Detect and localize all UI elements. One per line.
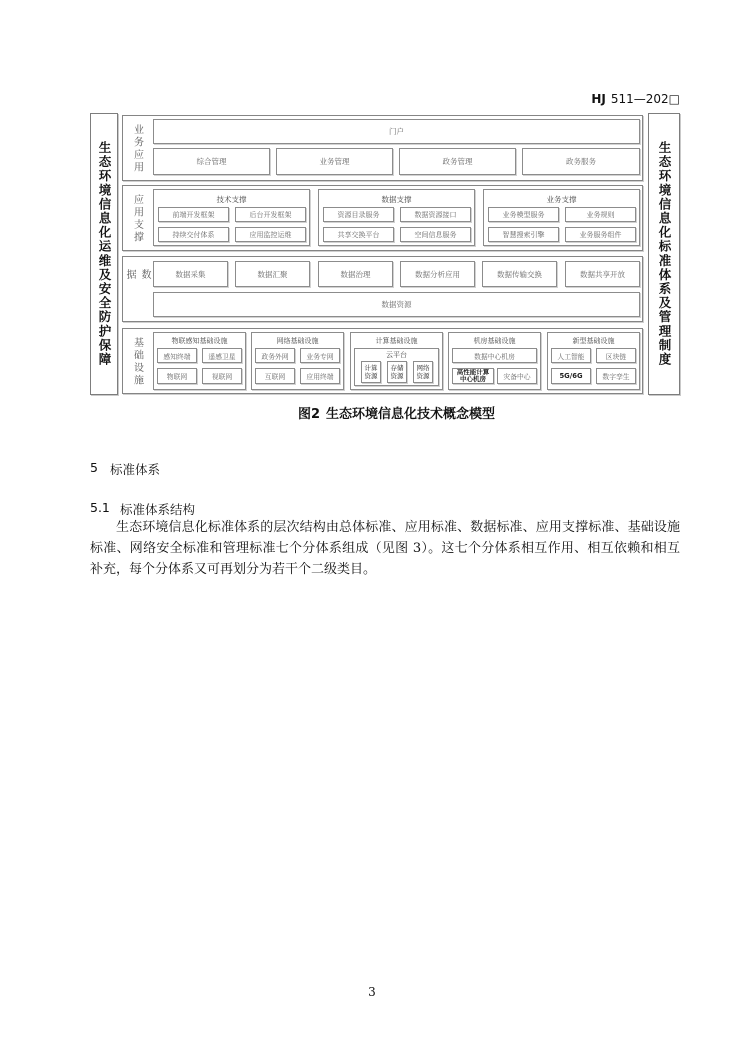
cloud-resource-item: 计算资源 xyxy=(361,361,381,383)
standard-code-number: 511—202□ xyxy=(610,92,680,106)
support-item: 应用监控运维 xyxy=(235,227,306,242)
support-item: 业务模型服务 xyxy=(488,207,559,222)
infrastructure-item: 物联网 xyxy=(157,368,197,384)
infrastructure-item: 5G/6G xyxy=(551,368,591,384)
subsection-heading xyxy=(90,500,196,517)
infrastructure-item: 区块链 xyxy=(596,348,636,363)
application-support-layer xyxy=(122,185,643,251)
data-support-group xyxy=(318,189,475,246)
support-item: 空间信息服务 xyxy=(400,227,471,242)
application-support-label: 应用支撑 xyxy=(131,194,143,245)
data-item: 数据汇聚 xyxy=(235,261,310,287)
data-item: 数据传输交换 xyxy=(482,261,557,287)
group-title: 技术支撑 xyxy=(216,195,247,204)
new-type-infrastructure-group xyxy=(547,332,640,390)
network-infrastructure-group xyxy=(251,332,344,390)
standard-code-header xyxy=(591,92,680,106)
business-application-label: 业务应用 xyxy=(131,124,143,175)
data-item: 数据采集 xyxy=(153,261,228,287)
layer-label-cell xyxy=(123,257,151,321)
infrastructure-layer xyxy=(122,328,643,394)
section-title: 标准体系 xyxy=(110,462,161,477)
body-paragraph: 生态环境信息化标准体系的层次结构由总体标准、应用标准、数据标准、应用支撑标准、基础设施标准、网络安全标准和管理标准七个分体系组成（见图 3）。这七个分体系相互作用、相互依赖和相互补充，每个分体系又可再划分为若干个二级类目。 xyxy=(90,520,680,577)
cloud-resource-item: 网络资源 xyxy=(413,361,433,383)
infrastructure-item: 业务专网 xyxy=(300,348,340,363)
iot-infrastructure-group xyxy=(153,332,246,390)
technical-support-group xyxy=(153,189,310,246)
compute-infrastructure-group xyxy=(350,332,443,390)
right-side-label: 生态环境信息化标准体系及管理制度 xyxy=(657,141,672,367)
page-number: 3 xyxy=(368,985,376,999)
section-heading xyxy=(90,460,161,477)
data-item: 数据治理 xyxy=(318,261,393,287)
business-application-layer xyxy=(122,115,643,181)
infrastructure-item: 灾备中心 xyxy=(497,368,537,384)
technology-concept-model-diagram xyxy=(90,113,680,395)
support-item: 后台开发框架 xyxy=(235,207,306,222)
business-app-item: 政务服务 xyxy=(522,148,640,175)
section-number: 5 xyxy=(90,460,98,475)
data-layer-label: 数据 xyxy=(124,269,150,297)
support-item: 持续交付体系 xyxy=(158,227,229,242)
support-item: 数据资源接口 xyxy=(400,207,471,222)
group-title: 网络基础设施 xyxy=(276,337,319,345)
business-app-item: 业务管理 xyxy=(276,148,393,175)
figure-title: 生态环境信息化技术概念模型 xyxy=(326,407,496,422)
infrastructure-item: 政务外网 xyxy=(255,348,295,363)
business-app-item: 综合管理 xyxy=(153,148,270,175)
infrastructure-item: 感知终端 xyxy=(157,348,197,363)
layer-label-cell xyxy=(123,329,151,393)
data-item: 数据共享开放 xyxy=(565,261,640,287)
business-app-item: 政务管理 xyxy=(399,148,516,175)
business-support-group xyxy=(483,189,640,246)
infrastructure-item: 互联网 xyxy=(255,368,295,384)
support-item: 业务规则 xyxy=(565,207,636,222)
group-title: 业务支撑 xyxy=(546,195,577,204)
cloud-resource-item: 存储资源 xyxy=(387,361,407,383)
subsection-title: 标准体系结构 xyxy=(120,502,196,517)
infrastructure-item: 数字孪生 xyxy=(596,368,636,384)
infrastructure-item: 遥感卫星 xyxy=(202,348,242,363)
cloud-platform-title: 云平台 xyxy=(386,351,407,359)
group-title: 机房基础设施 xyxy=(473,337,516,345)
infrastructure-item: 数据中心机房 xyxy=(452,348,537,363)
group-title: 物联感知基础设施 xyxy=(171,337,228,345)
support-item: 智慧搜索引擎 xyxy=(488,227,559,242)
infrastructure-item: 人工智能 xyxy=(551,348,591,363)
figure-caption xyxy=(298,403,495,422)
cloud-platform-box xyxy=(354,348,439,386)
layer-label-cell xyxy=(123,186,151,250)
infrastructure-label: 基础设施 xyxy=(131,337,143,388)
data-layer xyxy=(122,256,643,322)
support-item: 资源目录服务 xyxy=(323,207,394,222)
data-resource-box: 数据资源 xyxy=(153,292,640,317)
group-title: 计算基础设施 xyxy=(375,337,418,345)
infrastructure-item: 高性能计算中心机房 xyxy=(452,368,494,384)
layer-label-cell xyxy=(123,116,151,180)
standard-code-prefix: HJ xyxy=(591,92,606,106)
support-item: 业务服务组件 xyxy=(565,227,636,242)
portal-box: 门户 xyxy=(153,119,640,144)
support-item: 共享交换平台 xyxy=(323,227,394,242)
infrastructure-item: 应用终端 xyxy=(300,368,340,384)
support-item: 前端开发框架 xyxy=(158,207,229,222)
figure-number: 图2 xyxy=(298,407,321,422)
infrastructure-item: 视联网 xyxy=(202,368,242,384)
group-title: 新型基础设施 xyxy=(572,337,615,345)
data-item: 数据分析应用 xyxy=(400,261,475,287)
subsection-number: 5.1 xyxy=(90,500,110,515)
left-side-panel xyxy=(90,113,118,395)
machine-room-infrastructure-group xyxy=(448,332,541,390)
group-title: 数据支撑 xyxy=(381,195,412,204)
right-side-panel xyxy=(648,113,680,395)
left-side-label: 生态环境信息化运维及安全防护保障 xyxy=(97,141,112,367)
